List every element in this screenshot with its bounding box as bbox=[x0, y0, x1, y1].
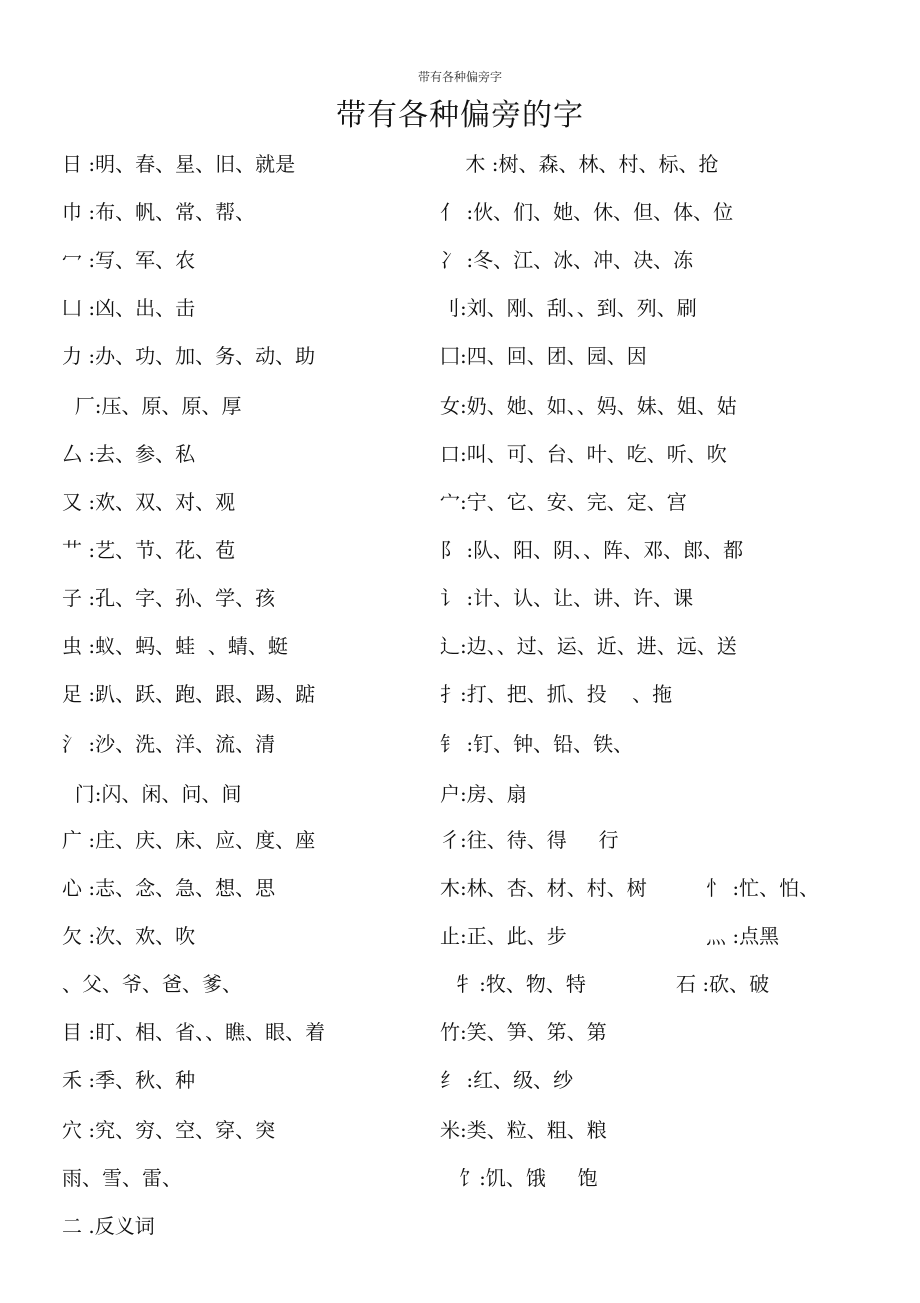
colon: : bbox=[466, 586, 474, 610]
radical-line bbox=[62, 246, 195, 274]
example-chars: 砍、破 bbox=[709, 972, 770, 996]
example-chars: 压、原、原、厚 bbox=[101, 394, 242, 418]
radical: 彳 bbox=[440, 828, 460, 852]
colon: : bbox=[460, 344, 467, 368]
radical: 氵 bbox=[62, 732, 89, 756]
example-chars: 打、把、抓、投 、拖 bbox=[466, 682, 673, 706]
example-chars: 笑、笋、笫、第 bbox=[466, 1020, 607, 1044]
radical: 石 bbox=[676, 972, 703, 996]
radical-line bbox=[440, 294, 697, 322]
example-chars: 孔、字、孙、学、孩 bbox=[95, 586, 276, 610]
example-chars: 雨、雪、雷、 bbox=[62, 1166, 182, 1190]
radical: 广 bbox=[62, 828, 89, 852]
example-chars: 钉、钟、铅、铁、 bbox=[473, 732, 634, 756]
radical: 力 bbox=[62, 344, 89, 368]
example-chars: 季、秋、种 bbox=[95, 1068, 196, 1092]
colon: : bbox=[88, 682, 96, 706]
radical-line bbox=[440, 246, 693, 274]
radical: 饣 bbox=[440, 1166, 480, 1190]
colon: : bbox=[460, 442, 467, 466]
radical-line bbox=[440, 680, 672, 708]
radical-line bbox=[440, 536, 743, 564]
radical: 忄 bbox=[706, 876, 733, 900]
example-chars: 树、森、林、村、标、抢 bbox=[498, 152, 719, 176]
colon: : bbox=[460, 296, 467, 320]
radical-line bbox=[62, 150, 295, 178]
example-chars: 往、待、得 行 bbox=[466, 828, 619, 852]
example-chars: 队、阳、阴、、阵、邓、郎、都 bbox=[473, 538, 744, 562]
radical: 凵 bbox=[62, 296, 89, 320]
colon: : bbox=[88, 442, 96, 466]
example-chars: 艺、节、花、苞 bbox=[95, 538, 236, 562]
radical-line bbox=[62, 1066, 195, 1094]
colon: : bbox=[88, 296, 96, 320]
radical: 虫 bbox=[62, 634, 89, 658]
radical-line bbox=[62, 584, 275, 612]
radical: 巾 bbox=[62, 200, 89, 224]
example-chars: 奶、她、如、、妈、妹、姐、姑 bbox=[466, 394, 737, 418]
radical: 足 bbox=[62, 682, 89, 706]
radical: 阝 bbox=[440, 538, 467, 562]
radical-line bbox=[440, 780, 527, 808]
example-chars: 边、、过、运、近、进、远、送 bbox=[466, 634, 737, 658]
example-chars: 宁、它、安、完、定、宫 bbox=[466, 490, 687, 514]
radical: 灬 bbox=[706, 924, 733, 948]
page-title: 带有各种偏旁的字 bbox=[336, 98, 584, 133]
example-chars: 、父、爷、爸、爹、 bbox=[62, 972, 242, 996]
radical: 竹 bbox=[440, 1020, 460, 1044]
colon: : bbox=[88, 586, 96, 610]
example-chars: 明、春、星、旧、就是 bbox=[95, 152, 296, 176]
radical: 艹 bbox=[62, 538, 89, 562]
example-chars: 趴、跃、跑、跟、踢、踮 bbox=[95, 682, 316, 706]
radical: 米 bbox=[440, 1118, 460, 1142]
example-chars: 类、粒、粗、粮 bbox=[466, 1118, 607, 1142]
radical-line bbox=[440, 1066, 573, 1094]
example-chars: 庄、庆、床、应、度、座 bbox=[95, 828, 316, 852]
radical: 禾 bbox=[62, 1068, 89, 1092]
radical-line bbox=[440, 440, 727, 468]
radical-line bbox=[62, 440, 195, 468]
radical-line bbox=[62, 970, 242, 998]
radical-line bbox=[62, 680, 315, 708]
example-chars: 刘、刚、刮、、到、列、刷 bbox=[466, 296, 697, 320]
colon: : bbox=[466, 538, 474, 562]
example-chars: 四、回、团、园、因 bbox=[466, 344, 647, 368]
colon: : bbox=[732, 924, 740, 948]
section-heading-text: 二 .反义词 bbox=[62, 1214, 155, 1238]
radical: 子 bbox=[62, 586, 89, 610]
radical: 辶 bbox=[440, 634, 460, 658]
colon: : bbox=[88, 490, 96, 514]
colon: : bbox=[88, 924, 96, 948]
example-chars: 盯、相、省、、瞧、眼、着 bbox=[95, 1020, 326, 1044]
radical: 女 bbox=[440, 394, 460, 418]
radical-line bbox=[440, 632, 737, 660]
example-chars: 红、级、纱 bbox=[473, 1068, 574, 1092]
example-chars: 伙、们、她、休、但、体、位 bbox=[473, 200, 734, 224]
colon: : bbox=[479, 1166, 486, 1190]
example-chars: 去、参、私 bbox=[95, 442, 196, 466]
colon: : bbox=[460, 782, 467, 806]
radical: 又 bbox=[62, 490, 89, 514]
radical: 厶 bbox=[62, 442, 89, 466]
radical-line bbox=[440, 1164, 598, 1192]
radical: 止 bbox=[440, 924, 460, 948]
radical: 欠 bbox=[62, 924, 89, 948]
radical: 囗 bbox=[440, 344, 460, 368]
radical-line bbox=[440, 730, 633, 758]
radical: 厂 bbox=[62, 394, 95, 418]
example-chars: 蚁、蚂、蛙 、蜻、蜓 bbox=[95, 634, 288, 658]
colon: : bbox=[88, 1068, 96, 1092]
example-chars: 办、功、加、务、动、助 bbox=[95, 344, 316, 368]
radical: 口 bbox=[440, 442, 460, 466]
radical-line bbox=[440, 826, 619, 854]
radical: 钅 bbox=[440, 732, 467, 756]
radical-line bbox=[62, 922, 195, 950]
radical: 宀 bbox=[440, 490, 460, 514]
radical-line bbox=[62, 392, 241, 420]
example-chars: 冬、江、冰、冲、决、冻 bbox=[473, 248, 694, 272]
colon: : bbox=[460, 876, 467, 900]
example-chars: 饥、饿 饱 bbox=[485, 1166, 598, 1190]
example-chars: 牧、物、特 bbox=[485, 972, 586, 996]
radical: 冫 bbox=[440, 248, 467, 272]
radical: 木 bbox=[440, 876, 460, 900]
radical-line bbox=[440, 198, 733, 226]
radical: 穴 bbox=[62, 1118, 89, 1142]
radical: 日 bbox=[62, 152, 89, 176]
running-header: 带有各种偏旁字 bbox=[417, 70, 502, 84]
radical-line bbox=[706, 874, 819, 902]
colon: : bbox=[88, 1020, 96, 1044]
radical: 冖 bbox=[62, 248, 89, 272]
colon: : bbox=[466, 248, 474, 272]
colon: : bbox=[88, 828, 96, 852]
colon: : bbox=[460, 1118, 467, 1142]
radical-line bbox=[62, 1164, 182, 1192]
radical-line bbox=[62, 826, 315, 854]
colon: : bbox=[491, 152, 499, 176]
radical-line bbox=[440, 874, 647, 902]
radical-line bbox=[62, 1116, 275, 1144]
radical: 扌 bbox=[440, 682, 460, 706]
example-chars: 闪、闲、问、间 bbox=[101, 782, 242, 806]
radical-line bbox=[440, 922, 567, 950]
example-chars: 写、军、农 bbox=[95, 248, 196, 272]
radical-line bbox=[440, 1018, 607, 1046]
colon: : bbox=[460, 828, 467, 852]
radical-line bbox=[62, 488, 235, 516]
colon: : bbox=[94, 782, 102, 806]
colon: : bbox=[460, 634, 467, 658]
example-chars: 林、杏、材、村、树 bbox=[466, 876, 647, 900]
colon: : bbox=[88, 248, 96, 272]
radical-line bbox=[62, 1018, 325, 1046]
colon: : bbox=[732, 876, 740, 900]
radical: 牜 bbox=[440, 972, 480, 996]
colon: : bbox=[479, 972, 486, 996]
section-heading bbox=[62, 1212, 155, 1240]
radical-line bbox=[62, 342, 315, 370]
radical-line bbox=[440, 392, 737, 420]
example-chars: 正、此、步 bbox=[466, 924, 567, 948]
example-chars: 欢、双、对、观 bbox=[95, 490, 236, 514]
radical-line bbox=[440, 584, 693, 612]
colon: : bbox=[460, 1020, 467, 1044]
colon: : bbox=[466, 1068, 474, 1092]
colon: : bbox=[94, 394, 102, 418]
example-chars: 叫、可、台、叶、吃、听、吹 bbox=[466, 442, 727, 466]
radical-line bbox=[440, 970, 586, 998]
colon: : bbox=[88, 634, 96, 658]
colon: : bbox=[460, 394, 467, 418]
radical-line bbox=[62, 294, 195, 322]
radical-line bbox=[440, 342, 647, 370]
radical-line bbox=[676, 970, 769, 998]
radical-line bbox=[440, 488, 687, 516]
radical-line bbox=[62, 632, 288, 660]
colon: : bbox=[466, 732, 474, 756]
example-chars: 计、认、让、讲、许、课 bbox=[473, 586, 694, 610]
colon: : bbox=[88, 876, 96, 900]
colon: : bbox=[88, 344, 96, 368]
colon: : bbox=[460, 924, 467, 948]
radical-line bbox=[62, 198, 255, 226]
colon: : bbox=[88, 200, 96, 224]
colon: : bbox=[466, 200, 474, 224]
radical: 木 bbox=[440, 152, 492, 176]
radical: 亻 bbox=[440, 200, 467, 224]
example-chars: 房、扇 bbox=[466, 782, 527, 806]
colon: : bbox=[88, 538, 96, 562]
radical: 纟 bbox=[440, 1068, 467, 1092]
example-chars: 究、穷、空、穿、突 bbox=[95, 1118, 276, 1142]
example-chars: 凶、出、击 bbox=[95, 296, 196, 320]
example-chars: 布、帆、常、帮、 bbox=[95, 200, 256, 224]
colon: : bbox=[460, 490, 467, 514]
example-chars: 志、念、急、想、思 bbox=[95, 876, 276, 900]
radical: 刂 bbox=[440, 296, 460, 320]
radical-line bbox=[62, 780, 241, 808]
radical: 讠 bbox=[440, 586, 467, 610]
radical: 门 bbox=[62, 782, 95, 806]
colon: : bbox=[88, 732, 96, 756]
radical-line bbox=[62, 874, 275, 902]
example-chars: 点黑 bbox=[739, 924, 780, 948]
radical-line bbox=[62, 730, 275, 758]
example-chars: 沙、洗、洋、流、清 bbox=[95, 732, 276, 756]
colon: : bbox=[88, 152, 96, 176]
radical-line bbox=[440, 150, 719, 178]
colon: : bbox=[88, 1118, 96, 1142]
radical: 心 bbox=[62, 876, 89, 900]
example-chars: 忙、怕、 bbox=[739, 876, 820, 900]
radical: 目 bbox=[62, 1020, 89, 1044]
radical: 户 bbox=[440, 782, 460, 806]
radical-line bbox=[440, 1116, 607, 1144]
example-chars: 次、欢、吹 bbox=[95, 924, 196, 948]
radical-line bbox=[706, 922, 779, 950]
radical-line bbox=[62, 536, 235, 564]
colon: : bbox=[460, 682, 467, 706]
colon: : bbox=[702, 972, 710, 996]
